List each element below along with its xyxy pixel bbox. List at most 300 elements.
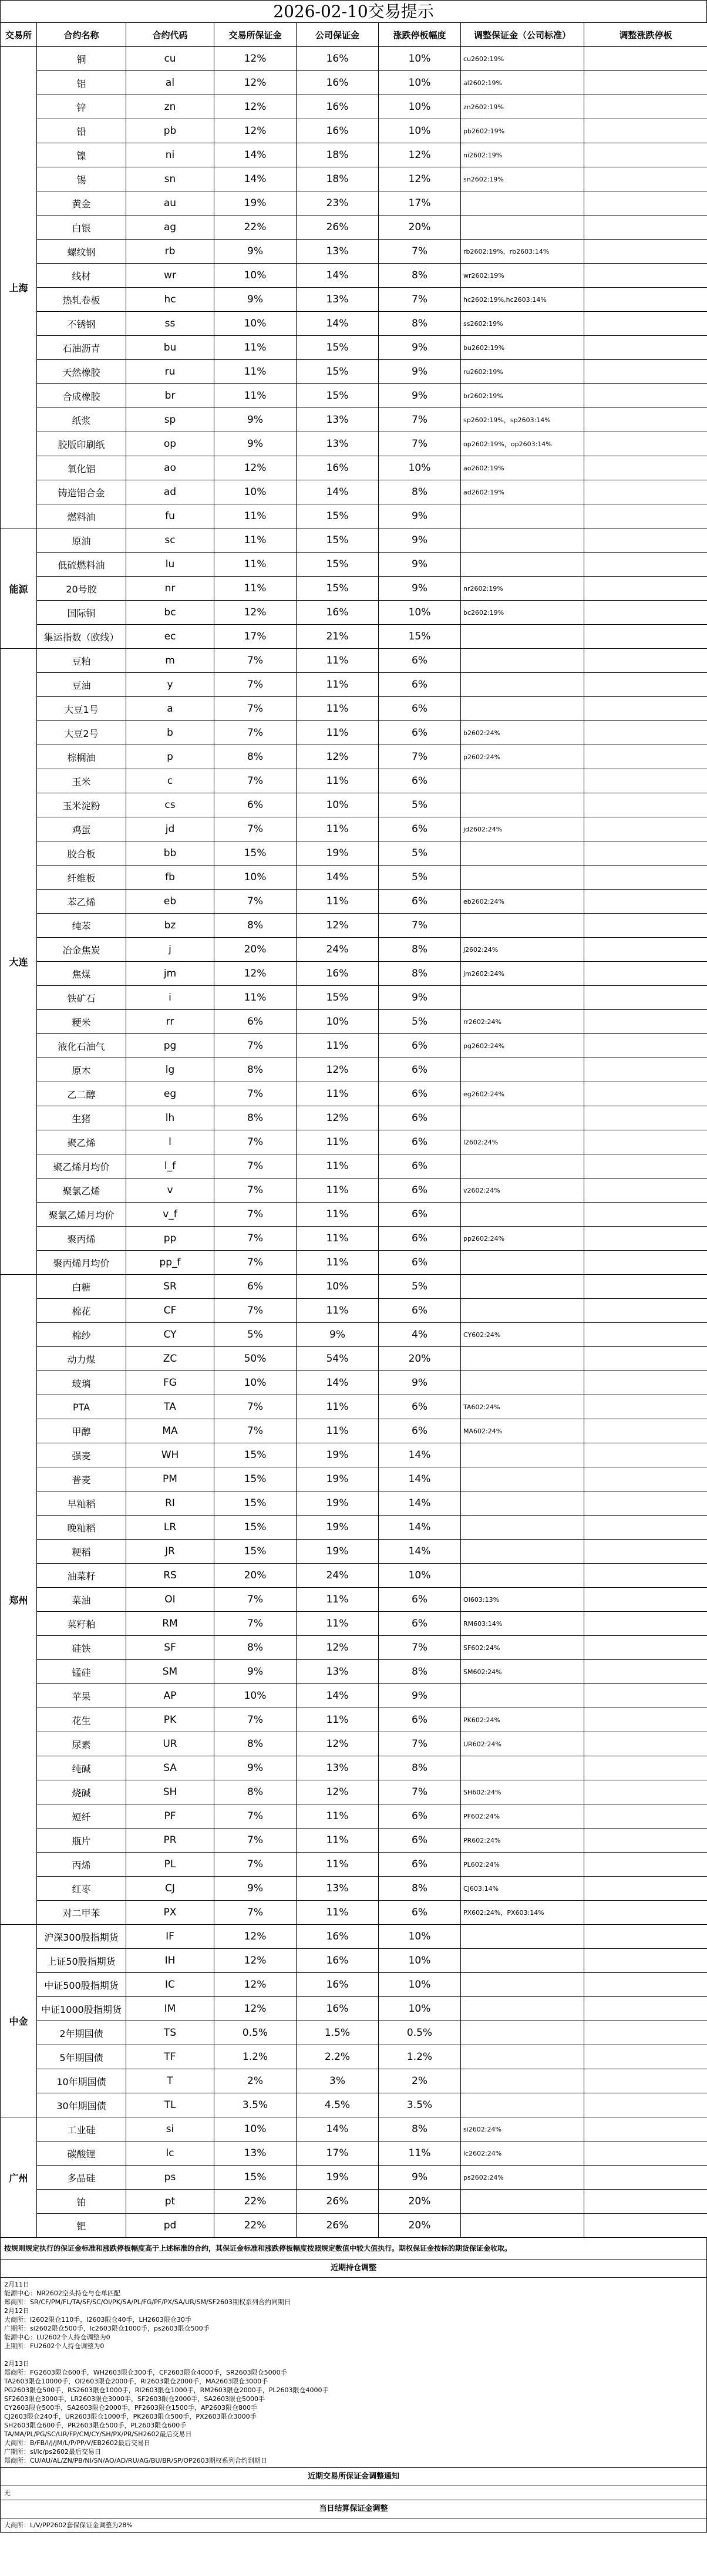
table-row [1, 1443, 707, 1467]
adjusted-limit-cell [584, 1516, 707, 1540]
adjusted-margin-cell: SM602:24% [461, 1660, 584, 1684]
adjusted-margin-cell: wr2602:19% [461, 264, 584, 288]
price-limit-cell: 20% [379, 2190, 461, 2214]
adjusted-limit-cell [584, 95, 707, 119]
exchange-margin-cell: 8% [214, 1732, 297, 1756]
table-row [1, 504, 707, 528]
margin-table [0, 22, 707, 2238]
price-limit-cell: 6% [379, 817, 461, 841]
adjusted-margin-cell: SH602:24% [461, 1780, 584, 1804]
adjusted-limit-cell [584, 1540, 707, 1564]
exchange-margin-cell: 0.5% [214, 2021, 297, 2045]
contract-code-cell: cs [126, 793, 214, 817]
adjusted-margin-cell: al2602:19% [461, 71, 584, 95]
adjusted-margin-cell: v2602:24% [461, 1178, 584, 1203]
table-row [1, 2141, 707, 2166]
exchange-margin-cell: 2% [214, 2069, 297, 2093]
exchange-margin-cell: 7% [214, 1853, 297, 1877]
contract-name-cell: 聚氯乙烯 [37, 1178, 126, 1203]
price-limit-cell: 8% [379, 480, 461, 504]
exchange-margin-cell: 11% [214, 360, 297, 384]
price-limit-cell: 9% [379, 384, 461, 408]
adjusted-margin-cell [461, 625, 584, 649]
contract-code-cell: pd [126, 2214, 214, 2238]
adjusted-limit-cell [584, 191, 707, 215]
adjusted-limit-cell [584, 1443, 707, 1467]
table-row [1, 167, 707, 191]
company-margin-cell: 10% [297, 1275, 379, 1299]
price-limit-cell: 8% [379, 1877, 461, 1901]
price-limit-cell: 20% [379, 1347, 461, 1371]
contract-code-cell: TS [126, 2021, 214, 2045]
table-row [1, 986, 707, 1010]
company-margin-cell: 11% [297, 1299, 379, 1323]
adjusted-limit-cell [584, 2045, 707, 2069]
contract-code-cell: a [126, 697, 214, 721]
adjusted-limit-cell [584, 1082, 707, 1106]
company-margin-cell: 19% [297, 1467, 379, 1491]
adjusted-margin-cell: ni2602:19% [461, 143, 584, 167]
contract-name-cell: 棕榈油 [37, 745, 126, 769]
exchange-margin-cell: 15% [214, 841, 297, 866]
price-limit-cell: 20% [379, 215, 461, 240]
contract-name-cell: 白糖 [37, 1275, 126, 1299]
price-limit-cell: 6% [379, 1082, 461, 1106]
price-limit-cell: 7% [379, 745, 461, 769]
company-margin-cell: 12% [297, 1780, 379, 1804]
adjusted-limit-cell [584, 1780, 707, 1804]
adjusted-margin-cell: eg2602:24% [461, 1082, 584, 1106]
price-limit-cell: 7% [379, 288, 461, 312]
adjusted-limit-cell [584, 408, 707, 432]
adjusted-margin-cell: si2602:24% [461, 2117, 584, 2141]
adjusted-limit-cell [584, 721, 707, 745]
price-limit-cell: 6% [379, 1901, 461, 1925]
table-row [1, 2045, 707, 2069]
company-margin-cell: 19% [297, 1540, 379, 1564]
contract-code-cell: bz [126, 914, 214, 938]
table-row [1, 1588, 707, 1612]
price-limit-cell: 8% [379, 2117, 461, 2141]
table-row [1, 1660, 707, 1684]
adjusted-limit-cell [584, 528, 707, 553]
company-margin-cell: 16% [297, 1925, 379, 1949]
contract-code-cell: CF [126, 1299, 214, 1323]
exchange-margin-cell: 15% [214, 1443, 297, 1467]
contract-name-cell: 豆油 [37, 673, 126, 697]
price-limit-cell: 10% [379, 71, 461, 95]
company-margin-cell: 12% [297, 914, 379, 938]
adjusted-limit-cell [584, 288, 707, 312]
company-margin-cell: 12% [297, 1058, 379, 1082]
adjusted-margin-cell: jm2602:24% [461, 962, 584, 986]
table-row [1, 1491, 707, 1516]
contract-name-cell: 钯 [37, 2214, 126, 2238]
company-margin-cell: 11% [297, 1588, 379, 1612]
contract-code-cell: PK [126, 1708, 214, 1732]
table-row [1, 1829, 707, 1853]
adjusted-limit-cell [584, 769, 707, 793]
exchange-margin-cell: 13% [214, 2141, 297, 2166]
company-margin-cell: 12% [297, 1106, 379, 1130]
company-margin-cell: 11% [297, 673, 379, 697]
company-margin-cell: 14% [297, 866, 379, 890]
price-limit-cell: 10% [379, 1973, 461, 1997]
contract-code-cell: MA [126, 1419, 214, 1443]
exchange-margin-cell: 12% [214, 71, 297, 95]
adjusted-limit-cell [584, 456, 707, 480]
exchange-margin-cell: 7% [214, 1178, 297, 1203]
exchange-margin-cell: 10% [214, 1684, 297, 1708]
adjusted-margin-cell: UR602:24% [461, 1732, 584, 1756]
exchange-margin-cell: 7% [214, 1251, 297, 1275]
adjusted-margin-cell [461, 1106, 584, 1130]
adjusted-margin-cell: MA602:24% [461, 1419, 584, 1443]
adjusted-margin-cell [461, 1251, 584, 1275]
contract-code-cell: bb [126, 841, 214, 866]
company-margin-cell: 16% [297, 71, 379, 95]
header-cell: 交易所 [1, 23, 37, 47]
contract-name-cell: 聚丙烯 [37, 1227, 126, 1251]
exchange-margin-cell: 12% [214, 47, 297, 71]
adjusted-limit-cell [584, 1612, 707, 1636]
exchange-margin-cell: 14% [214, 143, 297, 167]
adjusted-margin-cell: hc2602:19%,hc2603:14% [461, 288, 584, 312]
exchange-margin-cell: 50% [214, 1347, 297, 1371]
adjusted-margin-cell [461, 1467, 584, 1491]
price-limit-cell: 6% [379, 1154, 461, 1178]
price-limit-cell: 6% [379, 1804, 461, 1829]
company-margin-cell: 15% [297, 528, 379, 553]
company-margin-cell: 13% [297, 1660, 379, 1684]
contract-code-cell: T [126, 2069, 214, 2093]
exchange-margin-cell: 7% [214, 721, 297, 745]
contract-code-cell: ps [126, 2166, 214, 2190]
table-row [1, 143, 707, 167]
table-row [1, 962, 707, 986]
header-cell: 合约代码 [126, 23, 214, 47]
page-title: 2026-02-10交易提示 [0, 0, 707, 22]
contract-code-cell: TL [126, 2093, 214, 2117]
company-margin-cell: 23% [297, 191, 379, 215]
contract-code-cell: v [126, 1178, 214, 1203]
adjusted-limit-cell [584, 1732, 707, 1756]
table-row [1, 673, 707, 697]
adjusted-margin-cell [461, 673, 584, 697]
contract-name-cell: 甲醇 [37, 1419, 126, 1443]
adjusted-limit-cell [584, 504, 707, 528]
contract-code-cell: j [126, 938, 214, 962]
company-margin-cell: 16% [297, 601, 379, 625]
adjusted-limit-cell [584, 1853, 707, 1877]
table-row [1, 288, 707, 312]
price-limit-cell: 6% [379, 1203, 461, 1227]
company-margin-cell: 11% [297, 1034, 379, 1058]
contract-name-cell: 强麦 [37, 1443, 126, 1467]
exchange-margin-cell: 9% [214, 432, 297, 456]
exchange-margin-cell: 12% [214, 95, 297, 119]
exchange-margin-cell: 7% [214, 1804, 297, 1829]
table-row [1, 697, 707, 721]
table-row [1, 1227, 707, 1251]
contract-code-cell: i [126, 986, 214, 1010]
contract-name-cell: 菜油 [37, 1588, 126, 1612]
contract-code-cell: SA [126, 1756, 214, 1780]
contract-name-cell: 普麦 [37, 1467, 126, 1491]
company-margin-cell: 16% [297, 1997, 379, 2021]
rule-note: 按规则规定执行的保证金标准和涨跌停板幅度高于上述标准的合约，其保证金标准和涨跌停板幅度按照规定数值中较大值执行。期权保证金按标的期货保证金收取。 [0, 2238, 707, 2260]
adjusted-limit-cell [584, 793, 707, 817]
contract-code-cell: SM [126, 1660, 214, 1684]
exchange-margin-cell: 7% [214, 1299, 297, 1323]
contract-name-cell: 黄金 [37, 191, 126, 215]
adjusted-limit-cell [584, 1010, 707, 1034]
table-row [1, 1251, 707, 1275]
exchange-margin-cell: 12% [214, 456, 297, 480]
contract-code-cell: TF [126, 2045, 214, 2069]
adjusted-limit-cell [584, 1203, 707, 1227]
adjusted-margin-cell [461, 2045, 584, 2069]
adjusted-limit-cell [584, 986, 707, 1010]
adjusted-limit-cell [584, 2190, 707, 2214]
adjusted-margin-cell: SF602:24% [461, 1636, 584, 1660]
table-row [1, 1756, 707, 1780]
contract-code-cell: lc [126, 2141, 214, 2166]
exchange-margin-cell: 7% [214, 1203, 297, 1227]
adjusted-margin-cell [461, 793, 584, 817]
price-limit-cell: 6% [379, 1419, 461, 1443]
contract-code-cell: hc [126, 288, 214, 312]
section-heading: 近期持仓调整 [0, 2260, 707, 2278]
exchange-cell: 上海 [1, 47, 37, 528]
contract-code-cell: jd [126, 817, 214, 841]
exchange-margin-cell: 11% [214, 553, 297, 577]
company-margin-cell: 13% [297, 1756, 379, 1780]
exchange-margin-cell: 11% [214, 384, 297, 408]
company-margin-cell: 15% [297, 336, 379, 360]
contract-name-cell: 胶合板 [37, 841, 126, 866]
table-row [1, 360, 707, 384]
contract-name-cell: 低硫燃料油 [37, 553, 126, 577]
exchange-margin-cell: 12% [214, 119, 297, 143]
exchange-margin-cell: 7% [214, 769, 297, 793]
table-row [1, 215, 707, 240]
company-margin-cell: 11% [297, 1708, 379, 1732]
price-limit-cell: 14% [379, 1443, 461, 1467]
adjusted-limit-cell [584, 1371, 707, 1395]
contract-code-cell: OI [126, 1588, 214, 1612]
adjusted-margin-cell [461, 1997, 584, 2021]
exchange-margin-cell: 10% [214, 866, 297, 890]
adjusted-margin-cell: p2602:24% [461, 745, 584, 769]
adjusted-margin-cell: b2602:24% [461, 721, 584, 745]
exchange-margin-cell: 5% [214, 1323, 297, 1347]
company-margin-cell: 19% [297, 2166, 379, 2190]
header-cell: 交易所保证金 [214, 23, 297, 47]
price-limit-cell: 6% [379, 1395, 461, 1419]
contract-name-cell: 大豆2号 [37, 721, 126, 745]
contract-code-cell: rr [126, 1010, 214, 1034]
adjusted-limit-cell [584, 1949, 707, 1973]
company-margin-cell: 11% [297, 1154, 379, 1178]
contract-name-cell: 10年期国债 [37, 2069, 126, 2093]
table-row [1, 1299, 707, 1323]
adjusted-limit-cell [584, 1467, 707, 1491]
adjusted-margin-cell [461, 1299, 584, 1323]
company-margin-cell: 1.5% [297, 2021, 379, 2045]
exchange-margin-cell: 15% [214, 1540, 297, 1564]
table-row [1, 769, 707, 793]
table-row [1, 1130, 707, 1154]
company-margin-cell: 15% [297, 384, 379, 408]
exchange-margin-cell: 17% [214, 625, 297, 649]
price-limit-cell: 8% [379, 264, 461, 288]
exchange-margin-cell: 7% [214, 1395, 297, 1419]
adjusted-limit-cell [584, 1299, 707, 1323]
contract-name-cell: 聚乙烯月均价 [37, 1154, 126, 1178]
price-limit-cell: 9% [379, 504, 461, 528]
contract-name-cell: 铁矿石 [37, 986, 126, 1010]
company-margin-cell: 11% [297, 1901, 379, 1925]
adjusted-margin-cell [461, 1684, 584, 1708]
contract-name-cell: 粳米 [37, 1010, 126, 1034]
adjusted-limit-cell [584, 1178, 707, 1203]
exchange-margin-cell: 11% [214, 504, 297, 528]
price-limit-cell: 10% [379, 119, 461, 143]
company-margin-cell: 13% [297, 432, 379, 456]
adjusted-limit-cell [584, 1564, 707, 1588]
exchange-margin-cell: 6% [214, 793, 297, 817]
table-row [1, 2069, 707, 2093]
table-row [1, 2214, 707, 2238]
contract-code-cell: sn [126, 167, 214, 191]
contract-name-cell: 大豆1号 [37, 697, 126, 721]
exchange-margin-cell: 10% [214, 264, 297, 288]
company-margin-cell: 11% [297, 890, 379, 914]
table-row [1, 745, 707, 769]
contract-code-cell: rb [126, 240, 214, 264]
adjusted-limit-cell [584, 601, 707, 625]
contract-name-cell: 纯苯 [37, 914, 126, 938]
table-row [1, 2166, 707, 2190]
contract-code-cell: PR [126, 1829, 214, 1853]
exchange-margin-cell: 8% [214, 1780, 297, 1804]
exchange-margin-cell: 15% [214, 1467, 297, 1491]
table-row [1, 1877, 707, 1901]
adjusted-limit-cell [584, 360, 707, 384]
contract-name-cell: 铅 [37, 119, 126, 143]
company-margin-cell: 16% [297, 456, 379, 480]
adjusted-limit-cell [584, 866, 707, 890]
contract-code-cell: pg [126, 1034, 214, 1058]
price-limit-cell: 4% [379, 1323, 461, 1347]
table-row [1, 264, 707, 288]
price-limit-cell: 10% [379, 601, 461, 625]
company-margin-cell: 17% [297, 2141, 379, 2166]
header-cell: 调整保证金（公司标准） [461, 23, 584, 47]
exchange-margin-cell: 8% [214, 1058, 297, 1082]
adjusted-margin-cell: zn2602:19% [461, 95, 584, 119]
contract-code-cell: JR [126, 1540, 214, 1564]
price-limit-cell: 8% [379, 938, 461, 962]
exchange-margin-cell: 7% [214, 1901, 297, 1925]
price-limit-cell: 10% [379, 47, 461, 71]
contract-code-cell: PX [126, 1901, 214, 1925]
adjusted-margin-cell: cu2602:19% [461, 47, 584, 71]
company-margin-cell: 19% [297, 1443, 379, 1467]
table-row [1, 47, 707, 71]
contract-code-cell: pb [126, 119, 214, 143]
contract-name-cell: 工业硅 [37, 2117, 126, 2141]
adjusted-limit-cell [584, 2093, 707, 2117]
adjusted-margin-cell [461, 697, 584, 721]
price-limit-cell: 6% [379, 697, 461, 721]
exchange-margin-cell: 15% [214, 1491, 297, 1516]
contract-name-cell: 苹果 [37, 1684, 126, 1708]
table-row [1, 384, 707, 408]
company-margin-cell: 24% [297, 938, 379, 962]
price-limit-cell: 8% [379, 962, 461, 986]
contract-name-cell: 石油沥青 [37, 336, 126, 360]
contract-code-cell: b [126, 721, 214, 745]
contract-code-cell: lg [126, 1058, 214, 1082]
contract-code-cell: y [126, 673, 214, 697]
company-margin-cell: 16% [297, 47, 379, 71]
price-limit-cell: 6% [379, 1299, 461, 1323]
company-margin-cell: 16% [297, 1973, 379, 1997]
company-margin-cell: 10% [297, 1010, 379, 1034]
contract-name-cell: 铂 [37, 2190, 126, 2214]
contract-code-cell: m [126, 649, 214, 673]
exchange-margin-cell: 22% [214, 215, 297, 240]
price-limit-cell: 6% [379, 1130, 461, 1154]
section-body: 大商所：L/V/PP2602套保保证金调整为28% [0, 2518, 707, 2533]
adjusted-limit-cell [584, 938, 707, 962]
adjusted-limit-cell [584, 1491, 707, 1516]
price-limit-cell: 6% [379, 673, 461, 697]
contract-name-cell: 聚乙烯 [37, 1130, 126, 1154]
exchange-margin-cell: 7% [214, 649, 297, 673]
contract-code-cell: br [126, 384, 214, 408]
adjusted-limit-cell [584, 1227, 707, 1251]
contract-code-cell: TA [126, 1395, 214, 1419]
adjusted-limit-cell [584, 2021, 707, 2045]
adjusted-margin-cell: ss2602:19% [461, 312, 584, 336]
price-limit-cell: 7% [379, 432, 461, 456]
adjusted-limit-cell [584, 1829, 707, 1853]
adjusted-limit-cell [584, 1419, 707, 1443]
company-margin-cell: 9% [297, 1323, 379, 1347]
table-row [1, 1395, 707, 1419]
adjusted-limit-cell [584, 143, 707, 167]
adjusted-limit-cell [584, 71, 707, 95]
contract-name-cell: 纸浆 [37, 408, 126, 432]
adjusted-margin-cell [461, 769, 584, 793]
company-margin-cell: 13% [297, 1877, 379, 1901]
company-margin-cell: 13% [297, 240, 379, 264]
company-margin-cell: 14% [297, 312, 379, 336]
contract-code-cell: sc [126, 528, 214, 553]
notice-sections [0, 2260, 707, 2533]
exchange-margin-cell: 8% [214, 745, 297, 769]
exchange-margin-cell: 22% [214, 2190, 297, 2214]
contract-code-cell: eg [126, 1082, 214, 1106]
price-limit-cell: 5% [379, 1010, 461, 1034]
adjusted-limit-cell [584, 432, 707, 456]
adjusted-margin-cell: CY602:24% [461, 1323, 584, 1347]
contract-name-cell: 热轧卷板 [37, 288, 126, 312]
company-margin-cell: 15% [297, 553, 379, 577]
